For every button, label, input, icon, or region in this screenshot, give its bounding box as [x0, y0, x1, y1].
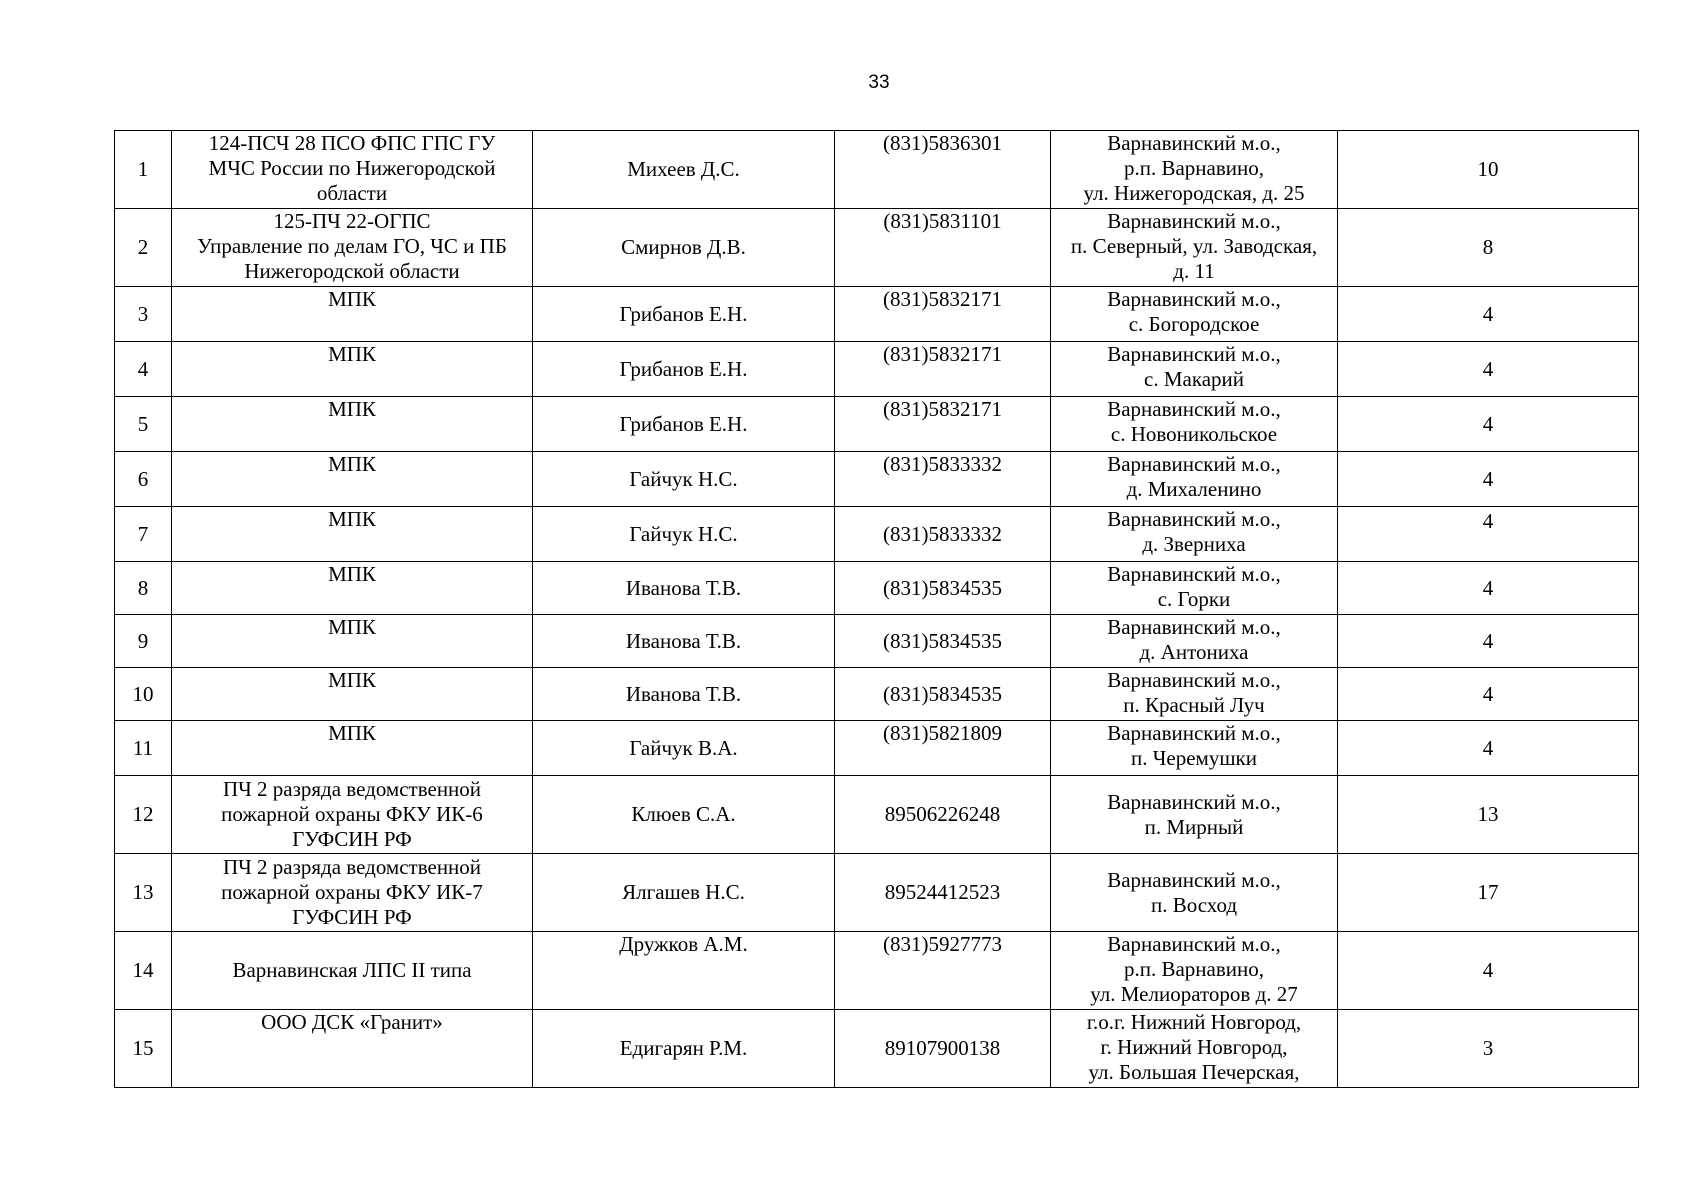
row-number: 15	[115, 1010, 172, 1088]
address-cell	[1051, 397, 1338, 452]
address-line: с. Горки	[1157, 587, 1231, 611]
responsible-person: Гайчук Н.С.	[533, 507, 835, 562]
address-line: д. Михаленино	[1126, 477, 1262, 501]
organization-line: МПК	[328, 615, 376, 639]
responsible-person: Грибанов Е.Н.	[533, 287, 835, 342]
address-line: ул. Нижегородская, д. 25	[1083, 181, 1305, 205]
address-cell	[1051, 668, 1338, 721]
organization-cell	[172, 452, 533, 507]
address-cell	[1051, 287, 1338, 342]
row-number: 8	[115, 562, 172, 615]
table-row	[115, 209, 1639, 287]
table-row	[115, 342, 1639, 397]
phone-number: (831)5834535	[835, 668, 1051, 721]
address-line: Варнавинский м.о.,	[1107, 507, 1281, 531]
organization-line: ГУФСИН РФ	[292, 905, 412, 929]
personnel-count: 4	[1338, 721, 1639, 776]
personnel-count: 4	[1338, 615, 1639, 668]
organization-cell	[172, 854, 533, 932]
row-number: 6	[115, 452, 172, 507]
organization-line: пожарной охраны ФКУ ИК-6	[221, 802, 483, 826]
address-cell	[1051, 854, 1338, 932]
responsible-person: Иванова Т.В.	[533, 615, 835, 668]
address-line: п. Черемушки	[1131, 746, 1257, 770]
table-row	[115, 131, 1639, 209]
address-line: п. Мирный	[1144, 814, 1244, 839]
organization-line: ПЧ 2 разряда ведомственной	[222, 855, 482, 879]
phone-number: (831)5821809	[835, 721, 1051, 776]
organization-cell	[172, 776, 533, 854]
organization-line: 124-ПСЧ 28 ПСО ФПС ГПС ГУ	[208, 131, 496, 155]
address-line: р.п. Варнавино,	[1123, 957, 1265, 981]
personnel-count: 4	[1338, 668, 1639, 721]
table-row	[115, 776, 1639, 854]
responsible-person: Гайчук Н.С.	[533, 452, 835, 507]
address-line: д. 11	[1173, 259, 1215, 283]
address-cell	[1051, 776, 1338, 854]
row-number: 9	[115, 615, 172, 668]
address-line: д. Зверниха	[1142, 532, 1246, 556]
row-number: 4	[115, 342, 172, 397]
organization-line: Варнавинская ЛПС II типа	[232, 958, 472, 982]
organization-line: ООО ДСК «Гранит»	[261, 1010, 443, 1034]
organization-line: ГУФСИН РФ	[292, 827, 412, 851]
phone-number: (831)5831101	[835, 209, 1051, 287]
phone-number: (831)5833332	[835, 507, 1051, 562]
phone-number: (831)5832171	[835, 397, 1051, 452]
address-line: Варнавинский м.о.,	[1107, 615, 1281, 639]
phone-number: (831)5833332	[835, 452, 1051, 507]
address-line: Варнавинский м.о.,	[1107, 721, 1281, 745]
personnel-count: 4	[1338, 452, 1639, 507]
address-cell	[1051, 131, 1338, 209]
table-row	[115, 854, 1639, 932]
table-row	[115, 562, 1639, 615]
organization-line: МПК	[328, 397, 376, 421]
organization-cell	[172, 1010, 533, 1088]
organization-line: МПК	[328, 507, 376, 531]
responsible-person: Клюев С.А.	[533, 776, 835, 854]
address-line: г.о.г. Нижний Новгород,	[1086, 1010, 1302, 1034]
phone-number: (831)5927773	[835, 932, 1051, 1010]
responsible-person: Иванова Т.В.	[533, 562, 835, 615]
organization-cell	[172, 342, 533, 397]
address-line: с. Макарий	[1144, 367, 1244, 391]
address-line: ул. Мелиораторов д. 27	[1090, 982, 1298, 1006]
row-number: 11	[115, 721, 172, 776]
address-line: с. Новоникольское	[1110, 422, 1278, 446]
address-line: Варнавинский м.о.,	[1107, 131, 1281, 155]
phone-number: (831)5836301	[835, 131, 1051, 209]
table-row	[115, 1010, 1639, 1088]
table-row	[115, 287, 1639, 342]
address-line: п. Красный Луч	[1123, 693, 1265, 717]
address-cell	[1051, 932, 1338, 1010]
personnel-count: 3	[1338, 1010, 1639, 1088]
organization-cell	[172, 131, 533, 209]
address-line: Варнавинский м.о.,	[1107, 867, 1281, 892]
personnel-count: 4	[1338, 287, 1639, 342]
address-cell	[1051, 209, 1338, 287]
address-line: п. Восход	[1150, 892, 1238, 917]
personnel-count: 4	[1338, 932, 1639, 1010]
phone-number: (831)5834535	[835, 615, 1051, 668]
organization-cell	[172, 209, 533, 287]
address-cell	[1051, 721, 1338, 776]
address-cell	[1051, 562, 1338, 615]
table-row	[115, 507, 1639, 562]
fire-units-table	[114, 130, 1639, 1088]
address-line: Варнавинский м.о.,	[1107, 452, 1281, 476]
organization-cell	[172, 287, 533, 342]
row-number: 7	[115, 507, 172, 562]
row-number: 2	[115, 209, 172, 287]
address-cell	[1051, 342, 1338, 397]
personnel-count: 13	[1338, 776, 1639, 854]
address-line: с. Богородское	[1128, 312, 1260, 336]
organization-cell	[172, 615, 533, 668]
table-row	[115, 397, 1639, 452]
address-line: д. Антониха	[1139, 640, 1249, 664]
organization-line: Управление по делам ГО, ЧС и ПБ	[197, 234, 507, 258]
responsible-person: Грибанов Е.Н.	[533, 397, 835, 452]
personnel-count: 4	[1338, 562, 1639, 615]
address-line: ул. Большая Печерская,	[1088, 1060, 1300, 1084]
phone-number: 89107900138	[835, 1010, 1051, 1088]
responsible-person: Михеев Д.С.	[533, 131, 835, 209]
address-line: Варнавинский м.о.,	[1107, 397, 1281, 421]
table-row	[115, 721, 1639, 776]
organization-line: МЧС России по Нижегородской	[208, 156, 496, 180]
row-number: 10	[115, 668, 172, 721]
row-number: 3	[115, 287, 172, 342]
personnel-count: 4	[1338, 507, 1639, 562]
address-cell	[1051, 507, 1338, 562]
address-line: Варнавинский м.о.,	[1107, 287, 1281, 311]
responsible-person: Едигарян Р.М.	[533, 1010, 835, 1088]
personnel-count: 10	[1338, 131, 1639, 209]
row-number: 1	[115, 131, 172, 209]
phone-number: 89506226248	[835, 776, 1051, 854]
organization-line: МПК	[328, 342, 376, 366]
table-body	[115, 131, 1639, 1088]
personnel-count: 17	[1338, 854, 1639, 932]
organization-line: Нижегородской области	[244, 259, 460, 283]
row-number: 14	[115, 932, 172, 1010]
row-number: 5	[115, 397, 172, 452]
responsible-person: Смирнов Д.В.	[533, 209, 835, 287]
organization-line: ПЧ 2 разряда ведомственной	[222, 777, 482, 801]
organization-cell	[172, 562, 533, 615]
address-cell	[1051, 1010, 1338, 1088]
address-line: Варнавинский м.о.,	[1107, 789, 1281, 814]
responsible-person: Дружков А.М.	[533, 932, 835, 1010]
organization-line: области	[316, 181, 388, 205]
organization-cell	[172, 721, 533, 776]
personnel-count: 4	[1338, 397, 1639, 452]
address-cell	[1051, 615, 1338, 668]
organization-line: МПК	[328, 452, 376, 476]
table-row	[115, 932, 1639, 1010]
personnel-count: 4	[1338, 342, 1639, 397]
organization-cell	[172, 397, 533, 452]
phone-number: (831)5832171	[835, 342, 1051, 397]
organization-cell	[172, 668, 533, 721]
responsible-person: Иванова Т.В.	[533, 668, 835, 721]
address-line: Варнавинский м.о.,	[1107, 209, 1281, 233]
row-number: 12	[115, 776, 172, 854]
phone-number: (831)5832171	[835, 287, 1051, 342]
address-line: п. Северный, ул. Заводская,	[1070, 234, 1318, 258]
address-line: р.п. Варнавино,	[1123, 156, 1265, 180]
organization-line: пожарной охраны ФКУ ИК-7	[221, 880, 483, 904]
phone-number: 89524412523	[835, 854, 1051, 932]
organization-line: МПК	[328, 287, 376, 311]
table-row	[115, 452, 1639, 507]
address-line: Варнавинский м.о.,	[1107, 668, 1281, 692]
organization-line: МПК	[328, 721, 376, 745]
row-number: 13	[115, 854, 172, 932]
table-row	[115, 615, 1639, 668]
organization-cell	[172, 507, 533, 562]
responsible-person: Ялгашев Н.С.	[533, 854, 835, 932]
personnel-count: 8	[1338, 209, 1639, 287]
responsible-person: Гайчук В.А.	[533, 721, 835, 776]
address-line: Варнавинский м.о.,	[1107, 932, 1281, 956]
address-line: Варнавинский м.о.,	[1107, 562, 1281, 586]
address-cell	[1051, 452, 1338, 507]
page-number: 33	[868, 72, 890, 93]
address-line: г. Нижний Новгород,	[1100, 1035, 1288, 1059]
table-row	[115, 668, 1639, 721]
address-line: Варнавинский м.о.,	[1107, 342, 1281, 366]
phone-number: (831)5834535	[835, 562, 1051, 615]
organization-line: МПК	[328, 562, 376, 586]
organization-line: 125-ПЧ 22-ОГПС	[273, 209, 431, 233]
organization-cell	[172, 932, 533, 1010]
responsible-person: Грибанов Е.Н.	[533, 342, 835, 397]
organization-line: МПК	[328, 668, 376, 692]
